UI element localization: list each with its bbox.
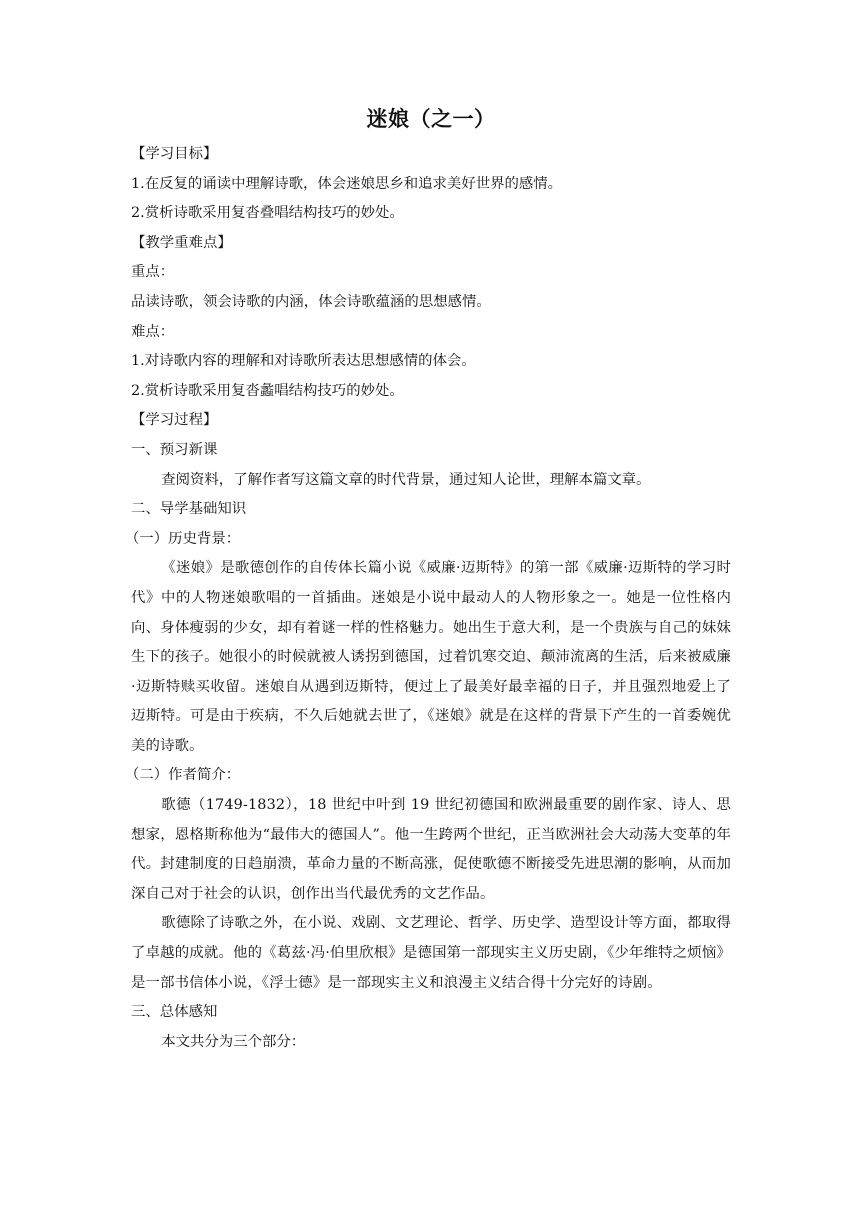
objectives-heading: 【学习目标】 xyxy=(131,146,218,162)
background-paragraph: 《迷娘》是歌德创作的自传体长篇小说《威廉·迈斯特》的第一部《威廉·迈斯特的学习时代》中的人物迷娘歌唱的一首插曲。迷娘是小说中最动人的人物形象之一。她是一位性格内向、身体瘦弱的少女，却有着谜一样的性格魅力。她出生于意大利，是一个贵族与自己的妹妹生下的孩子。她很小的时候就被人诱拐到德国，过着饥寒交迫、颠沛流离的生活，后来被威廉·迈斯特赎买收留。迷娘自从遇到迈斯特，便过上了最美好最幸福的日子，并且强烈地爱上了迈斯特。可是由于疾病，不久后她就去世了，《迷娘》就是在这样的背景下产生的一首委婉优美的诗歌。 xyxy=(131,560,731,754)
author-heading: （二）作者简介： xyxy=(125,767,241,784)
section-1-heading: 一、预习新课 xyxy=(131,441,218,458)
document-body xyxy=(125,104,731,1057)
objective-item-2: 2.赏析诗歌采用复沓叠唱结构技巧的妙处。 xyxy=(131,205,404,222)
page-title: 迷娘（之一） xyxy=(366,107,496,131)
difficulty-item-2: 2.赏析诗歌采用复沓蠡唱结构技巧的妙处。 xyxy=(131,382,404,399)
key-points-heading: 【教学重难点】 xyxy=(131,234,232,251)
difficulty-label: 难点： xyxy=(131,323,175,340)
section-3-heading: 三、总体感知 xyxy=(131,1004,218,1021)
section-3-text: 本文共分为三个部分： xyxy=(161,1033,306,1050)
focus-label: 重点： xyxy=(131,264,175,281)
author-paragraph-1: 歌德（1749-1832），18 世纪中叶到 19 世纪初德国和欧洲最重要的剧作家、诗人、思想家，恩格斯称他为“最伟大的德国人”。他一生跨两个世纪，正当欧洲社会大动荡大变革的年代。封建制度的日趋崩溃，革命力量的不断高涨，促使歌德不断接受先进思潮的影响，从而加深自己对于社会的认识，创作出当代最优秀的文艺作品。 xyxy=(131,797,731,902)
difficulty-item-1: 1.对诗歌内容的理解和对诗歌所表达思想感情的体会。 xyxy=(131,353,476,370)
section-2-heading: 二、导学基础知识 xyxy=(131,501,247,518)
process-heading: 【学习过程】 xyxy=(131,412,218,429)
author-paragraph-2: 歌德除了诗歌之外，在小说、戏剧、文艺理论、哲学、历史学、造型设计等方面，都取得了卓越的成就。他的《葛兹·冯·伯里欣根》是德国第一部现实主义历史剧，《少年维特之烦恼》是一部书信体小说，《浮士德》是一部现实主义和浪漫主义结合得十分完好的诗剧。 xyxy=(131,915,731,991)
focus-text: 品读诗歌，领会诗歌的内涵，体会诗歌蕴涵的思想感情。 xyxy=(131,293,491,310)
objective-item-1: 1.在反复的诵读中理解诗歌，体会迷娘思乡和追求美好世界的感情。 xyxy=(131,175,563,192)
section-1-text: 查阅资料，了解作者写这篇文章的时代背景，通过知人论世，理解本篇文章。 xyxy=(161,471,651,488)
background-heading: （一）历史背景： xyxy=(125,530,241,547)
